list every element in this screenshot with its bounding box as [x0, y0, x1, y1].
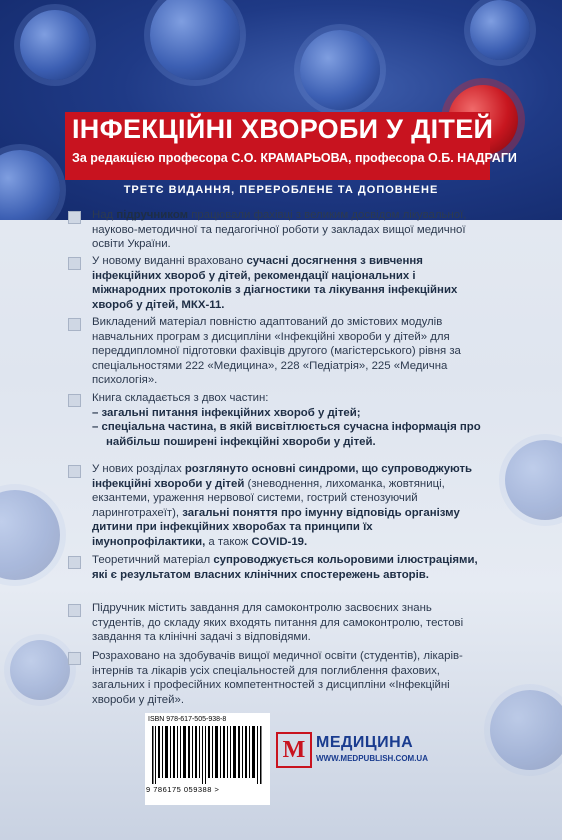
p6-text-a: Теоретичний матеріал: [92, 554, 214, 566]
p7-text: Підручник містить завдання для самоконтролю засвоєних знань студентів, до складу яких входять питання для самоконтролю, тестові завдання та клінічні задачі з відповідями.: [92, 602, 464, 643]
paragraph-bullet: [68, 211, 81, 224]
virus-illustration: [150, 0, 240, 80]
p2-text-b: сучасні досягнення з вивчення інфекційних хвороб у дітей, рекомендації національних і міжнародних протоколів з діагностики та лікування інфекційних хвороб у дітей, МКХ-11.: [92, 255, 458, 311]
publisher-url: WWW.MEDPUBLISH.COM.UA: [316, 754, 428, 763]
parts-list: [92, 406, 482, 450]
p1-text-a: Над: [92, 209, 117, 221]
barcode-number: 9 786175 059388 >: [146, 785, 220, 794]
virus-illustration: [505, 440, 562, 520]
virus-illustration: [300, 30, 380, 110]
paragraph-illustrations: [92, 553, 482, 582]
book-edition: ТРЕТЄ ВИДАННЯ, ПЕРЕРОБЛЕНЕ ТА ДОПОВНЕНЕ: [123, 184, 439, 196]
list-item: – загальні питання інфекційних хвороб у дітей;: [92, 406, 361, 419]
book-title: ІНФЕКЦІЙНІ ХВОРОБИ У ДІТЕЙ: [72, 114, 494, 144]
p1-text-c: працювали фахівці з великим досвідом лікувальної, науково-методичної та педагогічної роботи у закладах вищої медичної освіти України.: [92, 209, 467, 250]
p5-text-b: розглянуто основні синдроми, що супроводжують інфекційні хвороби у дітей: [92, 463, 473, 490]
paragraph-structure: [92, 391, 482, 449]
paragraph-authors: [92, 208, 482, 252]
paragraph-bullet: [68, 318, 81, 331]
p5-text-d: загальні поняття про імунну відповідь організму дитини при інфекційних хворобах та принципи їх імунопрофілактики,: [92, 506, 460, 548]
publisher-name: МЕДИЦИНА: [316, 734, 414, 751]
p3-text: Викладений матеріал повністю адаптований до змістових модулів навчальних програм з дисципліни «Інфекційні хвороби у дітей» для переддипломної підготовки фахівців другого (магістерського) рівня за спеціальностями 222 «Медицина», 228 «Педіатрія», 225 «Медична психологія».: [92, 316, 461, 386]
virus-illustration: [20, 10, 90, 80]
paragraph-new-edition: [92, 254, 482, 312]
paragraph-self-control: [92, 601, 482, 645]
paragraph-bullet: [68, 394, 81, 407]
p5-text-c: (зневоднення, лихоманка, жовтяниці, екзантеми, ураження нервової системи, гострий стенозуючий ларинготрахеїт),: [92, 477, 445, 519]
paragraph-bullet: [68, 604, 81, 617]
p1-text-b: підручником: [116, 209, 189, 221]
paragraph-audience: [92, 649, 482, 707]
isbn-label: ISBN 978-617-505-938-8: [148, 716, 227, 723]
paragraph-bullet: [68, 257, 81, 270]
virus-illustration: [490, 690, 562, 770]
p8-text: Розраховано на здобувачів вищої медичної освіти (студентів), лікарів-інтернів та лікарів усіх спеціальностей для поглиблення фахових, загальних і професійних компетентностей з дисципліни «Інфекційні хвороби у дітей».: [92, 650, 463, 706]
virus-illustration: [10, 640, 70, 700]
publisher-logo-icon: М: [276, 732, 312, 768]
p6-text-b: супроводжується кольоровими ілюстраціями, які є результатом власних клінічних спостережень авторів.: [92, 554, 478, 581]
p4-intro: Книга складається з двох частин:: [92, 392, 269, 404]
virus-illustration: [0, 490, 60, 580]
virus-illustration: [470, 0, 530, 60]
paragraph-bullet: [68, 465, 81, 478]
paragraph-new-chapters: [92, 462, 482, 549]
paragraph-programs: [92, 315, 482, 388]
p5-text-a: У нових розділах: [92, 463, 185, 475]
book-editors: За редакцією професора С.О. КРАМАРЬОВА, професора О.Б. НАДРАГИ: [72, 151, 517, 165]
p5-text-f: COVID-19.: [251, 535, 308, 548]
p5-text-e: а також: [205, 535, 252, 548]
barcode: [152, 726, 264, 784]
paragraph-bullet: [68, 652, 81, 665]
list-item: – спеціальна частина, в якій висвітлюється сучасна інформація про найбільш поширені інфекційні хвороби у дітей.: [92, 421, 481, 448]
paragraph-bullet: [68, 556, 81, 569]
p2-text-a: У новому виданні враховано: [92, 255, 247, 267]
